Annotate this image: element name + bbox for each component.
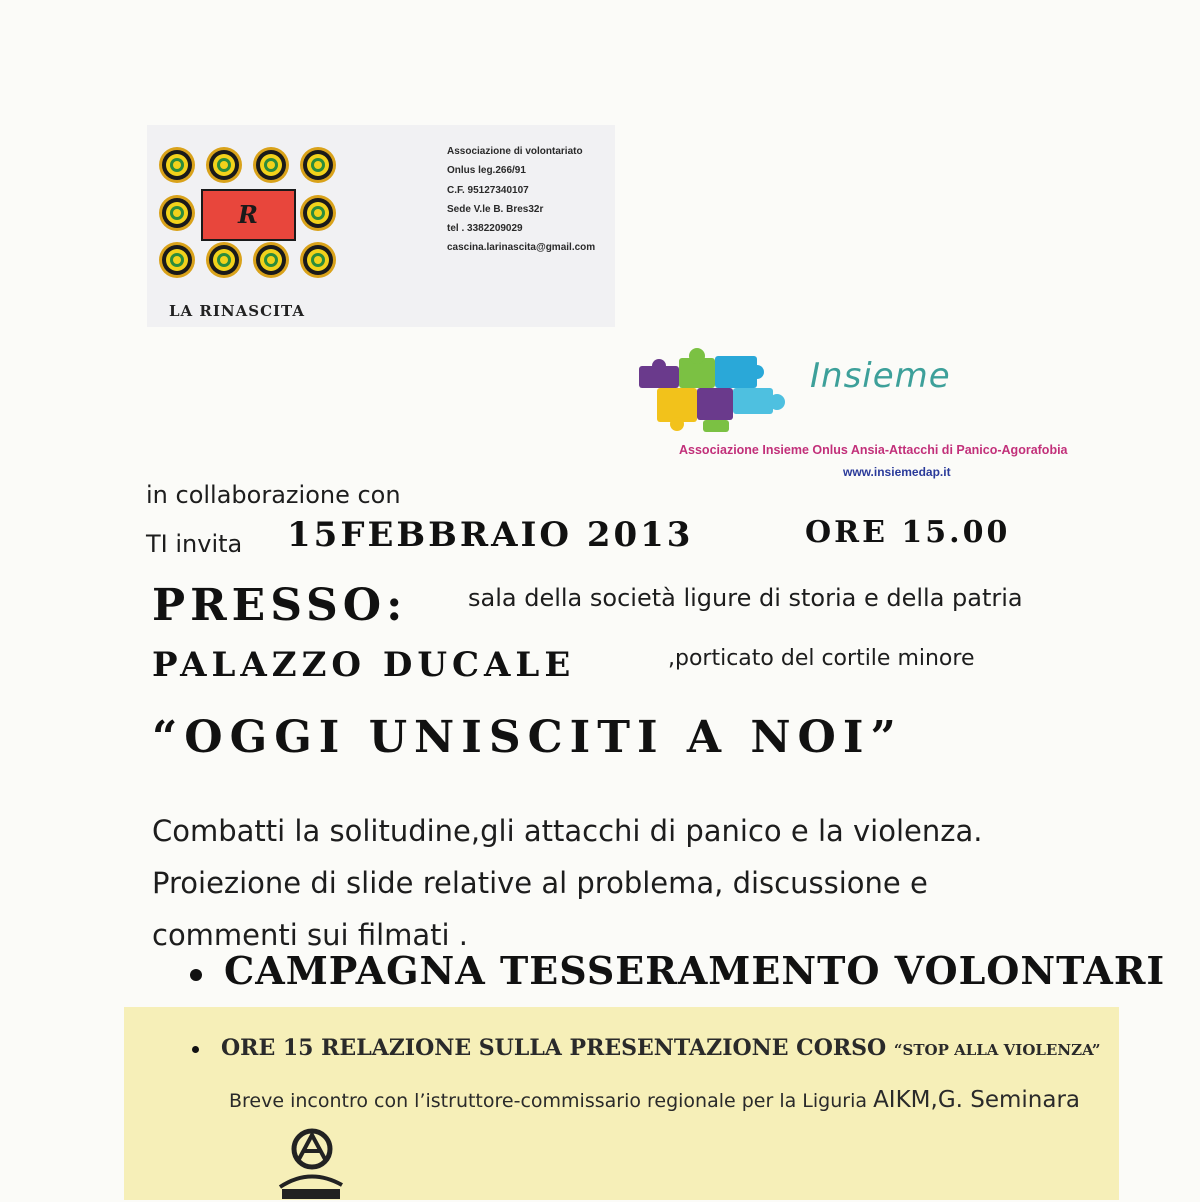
insieme-website-link[interactable]: www.insiemedap.it <box>843 465 951 479</box>
info-line: Onlus leg.266/91 <box>447 165 526 177</box>
invites-text: TI invita <box>146 530 243 558</box>
campaign-text: CAMPAGNA TESSERAMENTO VOLONTARI <box>224 948 1166 993</box>
insieme-puzzle-logo <box>637 344 797 434</box>
presso-label: PRESSO: <box>152 580 408 631</box>
la-rinascita-name: LA RINASCITA <box>169 302 306 320</box>
meeting-instructor: AIKM,G. Seminara <box>873 1087 1081 1113</box>
la-rinascita-card <box>147 125 615 327</box>
event-description <box>152 805 982 961</box>
palazzo-location: ,porticato del cortile minore <box>668 646 975 671</box>
logo-letter: R <box>238 200 258 229</box>
event-time: ORE 15.00 <box>805 515 1011 550</box>
description-line: Combatti la solitudine,gli attacchi di panico e la violenza. <box>152 814 983 848</box>
info-line: C.F. 95127340107 <box>447 184 529 196</box>
event-motto: “OGGI UNISCITI A NOI” <box>152 712 903 763</box>
la-rinascita-contact-info <box>447 142 595 258</box>
course-name: “STOP ALLA VIOLENZA” <box>893 1041 1101 1059</box>
collaboration-text: in collaborazione con <box>146 481 401 509</box>
info-email: cascina.larinascita@gmail.com <box>447 242 596 254</box>
palazzo-ducale-label: PALAZZO DUCALE <box>152 645 576 685</box>
bullet-dot-icon <box>192 1046 199 1053</box>
meeting-line <box>229 1087 1080 1113</box>
description-line: commenti sui filmati . <box>152 918 469 952</box>
info-line: Associazione di volontariato <box>447 146 583 157</box>
campaign-bullet <box>190 948 1165 993</box>
info-line: Sede V.le B. Bres32r <box>447 203 544 215</box>
insieme-wordmark: Insieme <box>810 356 951 396</box>
la-rinascita-sun-logo <box>157 145 342 280</box>
course-headline: ORE 15 RELAZIONE SULLA PRESENTAZIONE CORSO <box>221 1035 887 1061</box>
presso-location: sala della società ligure di storia e della patria <box>468 584 1023 612</box>
aikm-logo-icon <box>270 1127 350 1202</box>
meeting-text: Breve incontro con l’istruttore-commissario regionale per la Liguria <box>229 1090 868 1112</box>
info-line: tel . 3382209029 <box>447 223 523 235</box>
event-date: 15FEBBRAIO 2013 <box>287 515 694 555</box>
course-highlight-band <box>124 1007 1119 1200</box>
course-bullet <box>192 1035 1101 1061</box>
bullet-dot-icon <box>190 969 202 981</box>
description-line: Proiezione di slide relative al problema, discussione e <box>152 866 928 900</box>
insieme-association-name: Associazione Insieme Onlus Ansia-Attacchi di Panico-Agorafobia <box>679 443 1068 457</box>
